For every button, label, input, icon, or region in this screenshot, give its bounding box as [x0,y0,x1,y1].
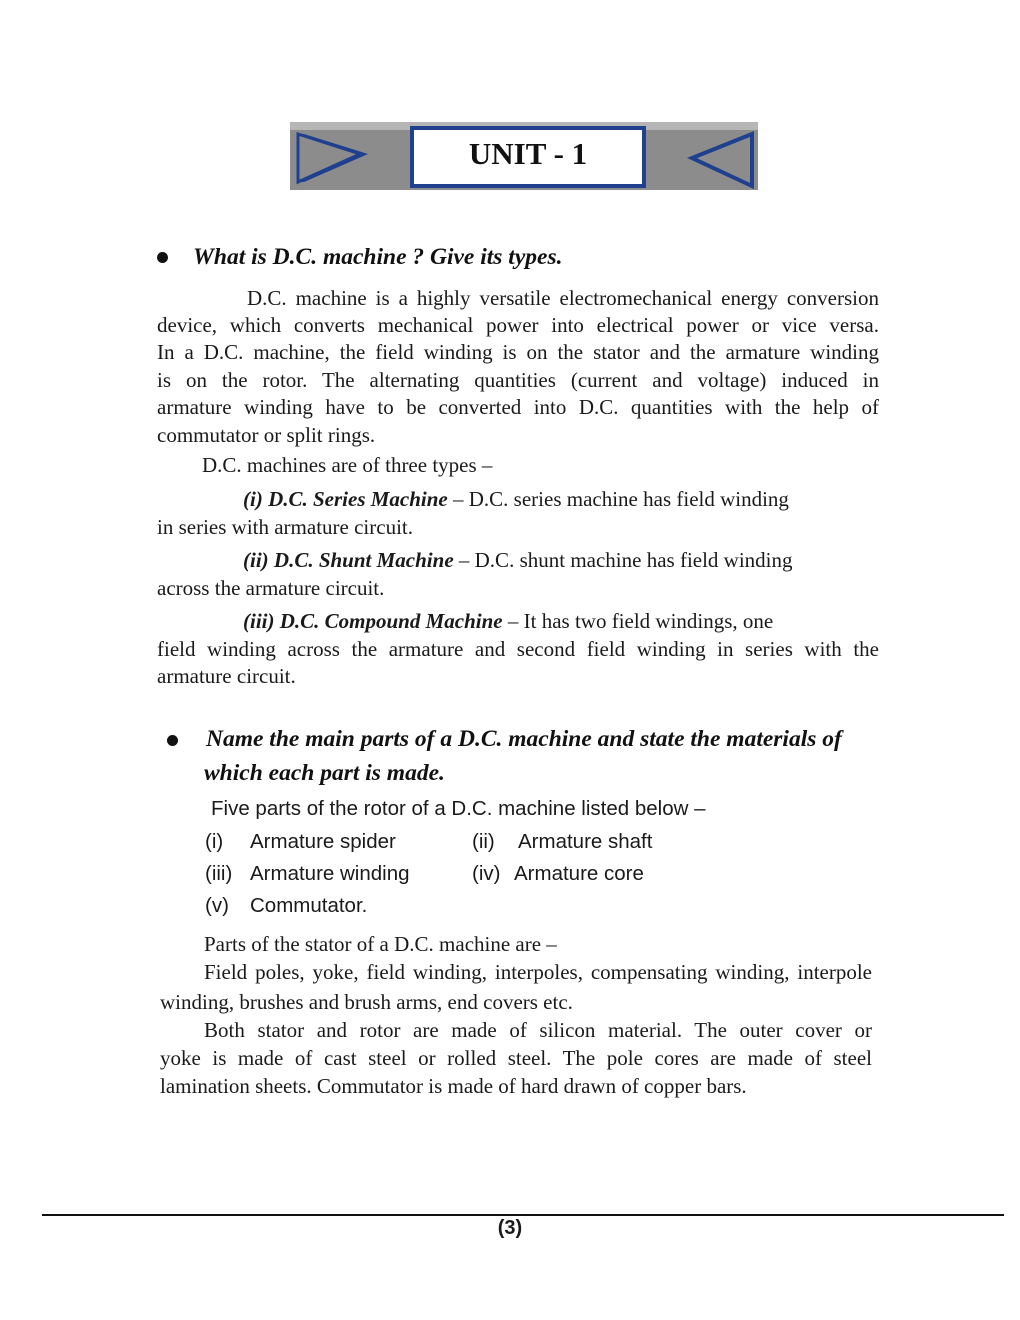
type-series-label: (i) D.C. Series Machine [243,487,448,511]
material-line: lamination sheets. Commutator is made of hard drawn of copper bars. [160,1074,747,1098]
para-line: is on the rotor. The alternating quantities (current and voltage) induced in [157,368,879,392]
bullet-icon [157,252,168,263]
unit-title: UNIT - 1 [468,136,588,171]
stator-line: winding, brushes and brush arms, end covers etc. [160,990,573,1014]
stator-line: Field poles, yoke, field winding, interpoles, compensating winding, interpole [204,960,872,984]
type-compound-line3: armature circuit. [157,664,296,688]
type-compound-label: (iii) D.C. Compound Machine [243,609,503,633]
rotor-part-name: Commutator. [250,894,368,917]
para-line: D.C. machine is a highly versatile electromechanical energy conversion [247,286,879,310]
rotor-part-name: Armature core [514,862,644,885]
question-heading-2a: Name the main parts of a D.C. machine and state the materials of [206,726,842,752]
type-compound [243,609,879,634]
type-series [243,487,879,512]
page-number: (3) [497,1217,523,1239]
stator-intro: Parts of the stator of a D.C. machine are – [204,932,557,956]
type-shunt-label: (ii) D.C. Shunt Machine [243,548,454,572]
rotor-part-num: (i) [205,830,224,853]
material-line: yoke is made of cast steel or rolled steel. The pole cores are made of steel [160,1046,872,1070]
footer-rule [42,1214,1004,1216]
type-series-line2: in series with armature circuit. [157,515,413,539]
type-series-desc: – D.C. series machine has field winding [447,487,789,511]
para-line: In a D.C. machine, the field winding is on the stator and the armature winding [157,340,879,364]
rotor-part-num: (iv) [472,862,501,885]
material-line: Both stator and rotor are made of silicon material. The outer cover or [204,1018,872,1042]
question-heading-2b: which each part is made. [204,760,445,786]
rotor-part-name: Armature winding [250,862,410,885]
rotor-part-name: Armature shaft [518,830,653,853]
rotor-intro: Five parts of the rotor of a D.C. machine listed below – [211,797,706,820]
types-intro: D.C. machines are of three types – [202,453,493,477]
type-compound-line2: field winding across the armature and second field winding in series with the [157,637,879,661]
rotor-part-num: (iii) [205,862,233,885]
type-shunt-desc: – D.C. shunt machine has field winding [453,548,793,572]
rotor-part-num: (ii) [472,830,495,853]
type-compound-desc: – It has two field windings, one [502,609,774,633]
type-shunt-line2: across the armature circuit. [157,576,385,600]
rotor-part-name: Armature spider [250,830,396,853]
unit-banner [290,120,758,192]
para-line: device, which converts mechanical power into electrical power or vice versa. [157,313,879,337]
rotor-part-num: (v) [205,894,229,917]
bullet-icon [167,735,178,746]
question-heading-1: What is D.C. machine ? Give its types. [193,244,563,270]
type-shunt [243,548,879,573]
para-line: commutator or split rings. [157,423,376,447]
para-line: armature winding have to be converted into D.C. quantities with the help of [157,395,879,419]
